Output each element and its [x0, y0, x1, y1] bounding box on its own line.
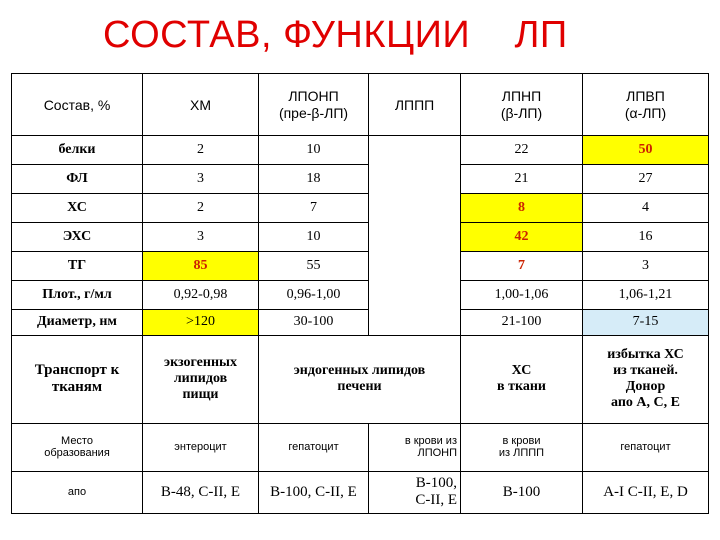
cell-value: 4	[583, 194, 709, 223]
origin-row	[12, 423, 709, 471]
row-label-origin: Место образования	[12, 423, 143, 471]
header-lppp: ЛППП	[369, 74, 461, 136]
cell-empty	[369, 281, 461, 310]
table-row	[12, 194, 709, 223]
cell-highlighted: 85	[143, 252, 259, 281]
header-lpnp: ЛПНП (β-ЛП)	[461, 74, 583, 136]
cell-empty	[369, 310, 461, 336]
cell-highlighted: 50	[583, 136, 709, 165]
header-lponp: ЛПОНП (пре-β-ЛП)	[259, 74, 369, 136]
row-label-proteins: белки	[12, 136, 143, 165]
cell-highlighted: 7-15	[583, 310, 709, 336]
cell-value: в крови из ЛПОНП	[369, 423, 461, 471]
cell-highlighted: >120	[143, 310, 259, 336]
cell-value: 18	[259, 165, 369, 194]
cell-value: гепатоцит	[583, 423, 709, 471]
diameter-row	[12, 310, 709, 336]
cell-value: 3	[583, 252, 709, 281]
row-label-diameter: Диаметр, нм	[12, 310, 143, 336]
cell-value: 16	[583, 223, 709, 252]
cell-value: 21	[461, 165, 583, 194]
row-label-apo: апо	[12, 471, 143, 514]
cell-value: экзогенных липидов пищи	[143, 335, 259, 423]
row-label-transport: Транспорт к тканям	[12, 335, 143, 423]
header-composition: Состав, %	[12, 74, 143, 136]
cell-value: 0,96-1,00	[259, 281, 369, 310]
header-lpvp: ЛПВП (α-ЛП)	[583, 74, 709, 136]
row-label-phospholipids: ФЛ	[12, 165, 143, 194]
row-label-density: Плот., г/мл	[12, 281, 143, 310]
cell-value: 1,00-1,06	[461, 281, 583, 310]
cell-value: 21-100	[461, 310, 583, 336]
cell-value: В-100, С-II, Е	[369, 471, 461, 514]
cell-value: В-100, С-II, Е	[259, 471, 369, 514]
page-title: СОСТАВ, ФУНКЦИИ ЛП	[103, 14, 568, 56]
cell-value: 2	[143, 194, 259, 223]
cell-value: 7	[259, 194, 369, 223]
cell-value: 3	[143, 223, 259, 252]
cell-highlighted: 7	[461, 252, 583, 281]
header-hm: ХМ	[143, 74, 259, 136]
table-row	[12, 136, 709, 165]
cell-value: эндогенных липидов печени	[259, 335, 461, 423]
table-row	[12, 223, 709, 252]
cell-value: 2	[143, 136, 259, 165]
cell-empty	[369, 136, 461, 165]
transport-row	[12, 335, 709, 423]
cell-highlighted: 8	[461, 194, 583, 223]
row-label-cholesterol-esters: ЭХС	[12, 223, 143, 252]
cell-value: в крови из ЛППП	[461, 423, 583, 471]
cell-value: В-100	[461, 471, 583, 514]
cell-value: 30-100	[259, 310, 369, 336]
cell-empty	[369, 194, 461, 223]
cell-value: 10	[259, 223, 369, 252]
cell-highlighted: 42	[461, 223, 583, 252]
cell-value: 10	[259, 136, 369, 165]
cell-value: 1,06-1,21	[583, 281, 709, 310]
header-row	[12, 74, 709, 136]
cell-value: В-48, С-II, Е	[143, 471, 259, 514]
cell-empty	[369, 252, 461, 281]
cell-value: 27	[583, 165, 709, 194]
cell-value: ХС в ткани	[461, 335, 583, 423]
cell-empty	[369, 165, 461, 194]
cell-value: энтероцит	[143, 423, 259, 471]
row-label-triglycerides: ТГ	[12, 252, 143, 281]
cell-value: 0,92-0,98	[143, 281, 259, 310]
cell-empty	[369, 223, 461, 252]
cell-value: 55	[259, 252, 369, 281]
cell-value: избытка ХС из тканей. Донор апо А, С, Е	[583, 335, 709, 423]
cell-value: гепатоцит	[259, 423, 369, 471]
cell-value: А-I С-II, Е, D	[583, 471, 709, 514]
lipoprotein-table	[11, 73, 709, 514]
density-row	[12, 281, 709, 310]
table-row	[12, 165, 709, 194]
cell-value: 22	[461, 136, 583, 165]
cell-value: 3	[143, 165, 259, 194]
apo-row	[12, 471, 709, 514]
table-row	[12, 252, 709, 281]
row-label-cholesterol: ХС	[12, 194, 143, 223]
